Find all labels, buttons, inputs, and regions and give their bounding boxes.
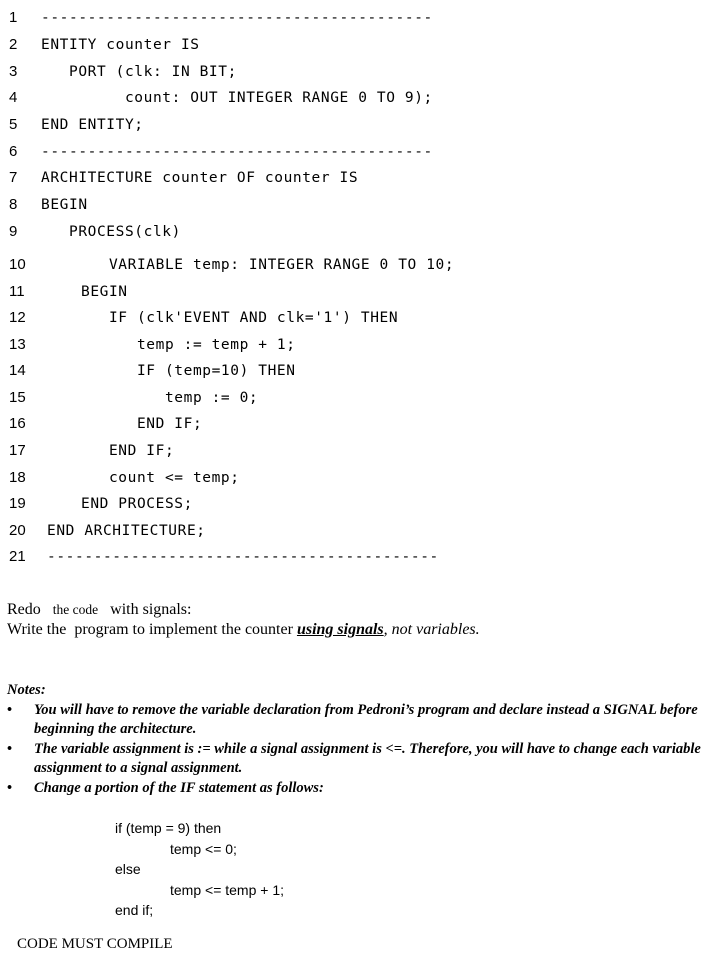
code-text: PROCESS(clk) (41, 224, 181, 240)
instruction-part1: Write the (7, 621, 67, 638)
line-number: 21 (9, 548, 26, 565)
code-line (0, 545, 728, 569)
code-line (0, 386, 728, 410)
notes-title: Notes: (7, 682, 46, 698)
code-text: END IF; (53, 416, 203, 432)
note-item (7, 701, 722, 740)
code-line (0, 253, 728, 277)
note-text: The variable assignment is := while a signal assignment is <=. Therefore, you will have to change each variable assignment to a signal assignment. (34, 740, 701, 776)
code-text: count: OUT INTEGER RANGE 0 TO 9); (41, 90, 433, 106)
line-number: 19 (9, 495, 26, 512)
code-line (0, 60, 728, 84)
code-text: END ENTITY; (41, 117, 144, 133)
if-statement-snippet (115, 818, 284, 921)
code-text: temp := temp + 1; (53, 337, 296, 353)
code-text: IF (temp=10) THEN (53, 363, 296, 379)
line-number: 1 (9, 9, 18, 26)
code-line (0, 466, 728, 490)
note-text: You will have to remove the variable declaration from Pedroni’s program and declare instead a SIGNAL before beginning the architecture. (34, 701, 698, 737)
bullet-icon: • (7, 740, 13, 757)
line-number: 15 (9, 389, 26, 406)
line-number: 9 (9, 223, 18, 240)
bullet-icon: • (7, 779, 13, 796)
compile-requirement: CODE MUST COMPILE (17, 936, 173, 952)
code-text: ------------------------------------------ (41, 10, 433, 26)
line-number: 5 (9, 116, 18, 133)
code-text: ENTITY counter IS (41, 37, 200, 53)
code-line (0, 166, 728, 190)
line-number: 3 (9, 63, 18, 80)
code-line (0, 359, 728, 383)
instruction-line (7, 620, 480, 640)
code-line (0, 519, 728, 543)
line-number: 11 (9, 283, 25, 300)
redo-with-signals: with signals: (110, 601, 192, 618)
snippet-line: if (temp = 9) then (115, 820, 222, 836)
code-line (0, 492, 728, 516)
line-number: 20 (9, 522, 26, 539)
line-number: 13 (9, 336, 26, 353)
line-number: 10 (9, 256, 26, 273)
code-text: END ARCHITECTURE; (47, 523, 206, 539)
code-line (0, 439, 728, 463)
line-number: 7 (9, 169, 18, 186)
code-text: BEGIN (53, 284, 128, 300)
line-number: 12 (9, 309, 26, 326)
code-text: temp := 0; (53, 390, 259, 406)
instruction-part2: program to implement the counter (74, 621, 293, 638)
snippet-line: temp <= temp + 1; (170, 881, 285, 898)
line-number: 17 (9, 442, 26, 459)
snippet-line: end if; (115, 902, 154, 918)
line-number: 8 (9, 196, 18, 213)
redo-the-code: the code (52, 602, 99, 617)
redo-heading (7, 600, 191, 620)
code-line (0, 86, 728, 110)
code-text: ------------------------------------------ (47, 549, 439, 565)
code-line (0, 333, 728, 357)
redo-word: Redo (7, 601, 41, 618)
code-text: IF (clk'EVENT AND clk='1') THEN (53, 310, 399, 326)
snippet-line: temp <= 0; (170, 840, 237, 857)
line-number: 16 (9, 415, 26, 432)
snippet-line: else (115, 861, 141, 877)
line-number: 2 (9, 36, 18, 53)
code-line (0, 113, 728, 137)
instruction-rest: , not variables. (383, 621, 480, 638)
bullet-icon: • (7, 701, 13, 718)
line-number: 6 (9, 143, 18, 160)
note-item (7, 740, 722, 779)
code-line (0, 33, 728, 57)
line-number: 4 (9, 89, 18, 106)
code-text: VARIABLE temp: INTEGER RANGE 0 TO 10; (53, 257, 455, 273)
code-line (0, 6, 728, 30)
code-line (0, 193, 728, 217)
code-text: ARCHITECTURE counter OF counter IS (41, 170, 359, 186)
line-number: 14 (9, 362, 26, 379)
code-text: PORT (clk: IN BIT; (41, 64, 237, 80)
code-line (0, 140, 728, 164)
code-text: count <= temp; (53, 470, 240, 486)
code-text: END IF; (53, 443, 175, 459)
code-text: ------------------------------------------ (41, 144, 433, 160)
note-item (7, 779, 722, 799)
instruction-underlined: using signals (296, 621, 384, 638)
notes-section (7, 681, 722, 798)
code-line (0, 280, 728, 304)
code-text: BEGIN (41, 197, 88, 213)
code-text: END PROCESS; (53, 496, 193, 512)
line-number: 18 (9, 469, 26, 486)
code-line (0, 220, 728, 244)
note-text: Change a portion of the IF statement as follows: (34, 779, 324, 796)
code-line (0, 412, 728, 436)
notes-list (7, 701, 722, 799)
code-line (0, 306, 728, 330)
